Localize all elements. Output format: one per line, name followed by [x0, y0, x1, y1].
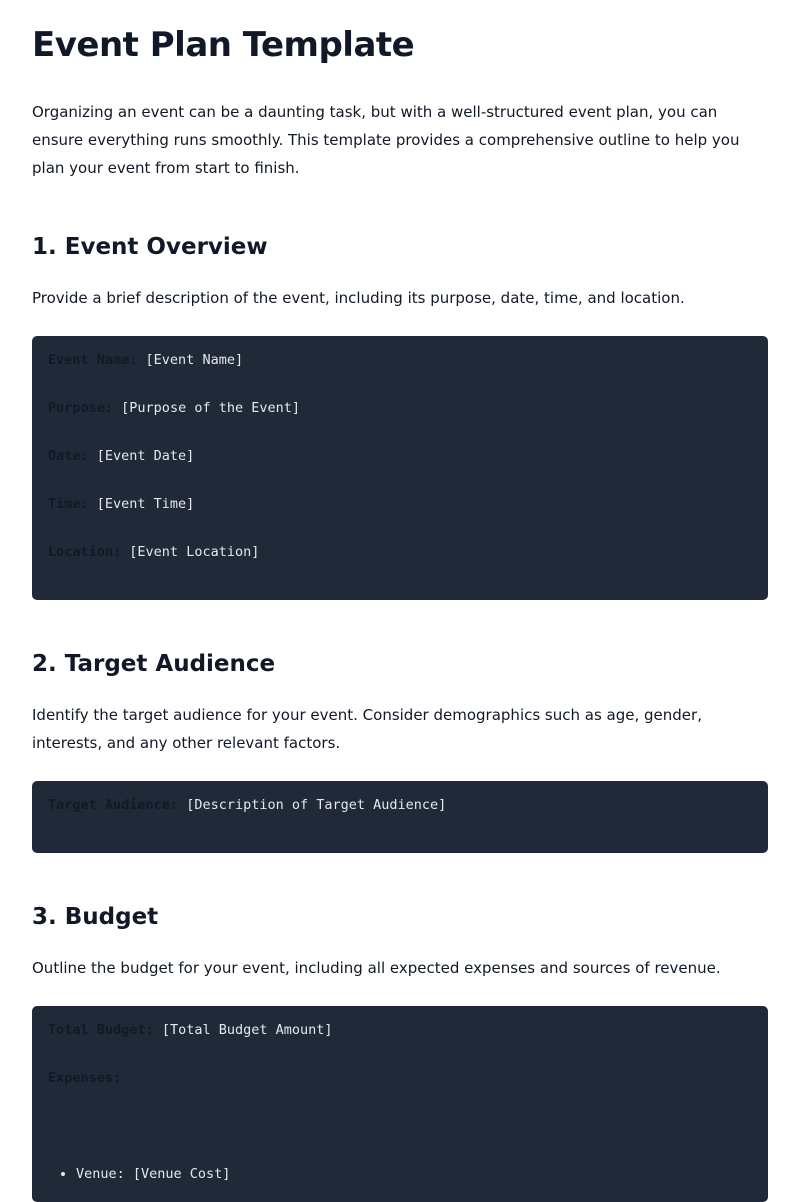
field-date: [48, 444, 752, 492]
field-value: [Event Location]: [129, 544, 260, 560]
field-location: [48, 540, 752, 588]
field-key: Location:: [48, 544, 122, 560]
section-heading-target-audience: 2. Target Audience: [32, 651, 276, 677]
field-key: Date:: [48, 448, 89, 464]
spacer: [48, 1114, 752, 1162]
field-value: [Description of Target Audience]: [186, 797, 447, 813]
budget-code-block: [32, 1006, 768, 1202]
field-value: [Event Date]: [96, 448, 195, 464]
field-value: [Total Budget Amount]: [161, 1022, 333, 1038]
page-title: Event Plan Template: [32, 25, 415, 65]
section-heading-event-overview: 1. Event Overview: [32, 234, 268, 260]
section-description-target-audience: Identify the target audience for your event. Consider demographics such as age, gender, interests, and any other relevant factors.: [32, 706, 702, 752]
field-key: Event Name:: [48, 352, 138, 368]
expense-item-venue: • Venue: [Venue Cost]: [76, 1162, 752, 1186]
section-description-budget: Outline the budget for your event, including all expected expenses and sources of revenue.: [32, 959, 721, 977]
field-value: [Purpose of the Event]: [121, 400, 300, 416]
field-key: Purpose:: [48, 400, 114, 416]
field-target-audience: [48, 793, 752, 841]
field-time: [48, 492, 752, 540]
intro-paragraph: Organizing an event can be a daunting task, but with a well-structured event plan, you can ensure everything runs smoothly. This template provides a comprehensive outline to help you plan your event from start to finish.: [32, 103, 740, 177]
section-heading-budget: 3. Budget: [32, 904, 159, 930]
field-value: [Event Time]: [96, 496, 195, 512]
section-description-event-overview: Provide a brief description of the event, including its purpose, date, time, and location.: [32, 289, 685, 307]
field-purpose: [48, 396, 752, 444]
field-value: [Event Name]: [145, 352, 244, 368]
expense-list: [48, 1162, 752, 1186]
field-expenses: [48, 1066, 752, 1114]
field-key: Time:: [48, 496, 89, 512]
field-key: Total Budget:: [48, 1022, 154, 1038]
field-key: Expenses:: [48, 1070, 122, 1086]
event-overview-code-block: [32, 336, 768, 600]
field-key: Target Audience:: [48, 797, 179, 813]
target-audience-code-block: [32, 781, 768, 853]
field-event-name: [48, 348, 752, 396]
field-total-budget: [48, 1018, 752, 1066]
